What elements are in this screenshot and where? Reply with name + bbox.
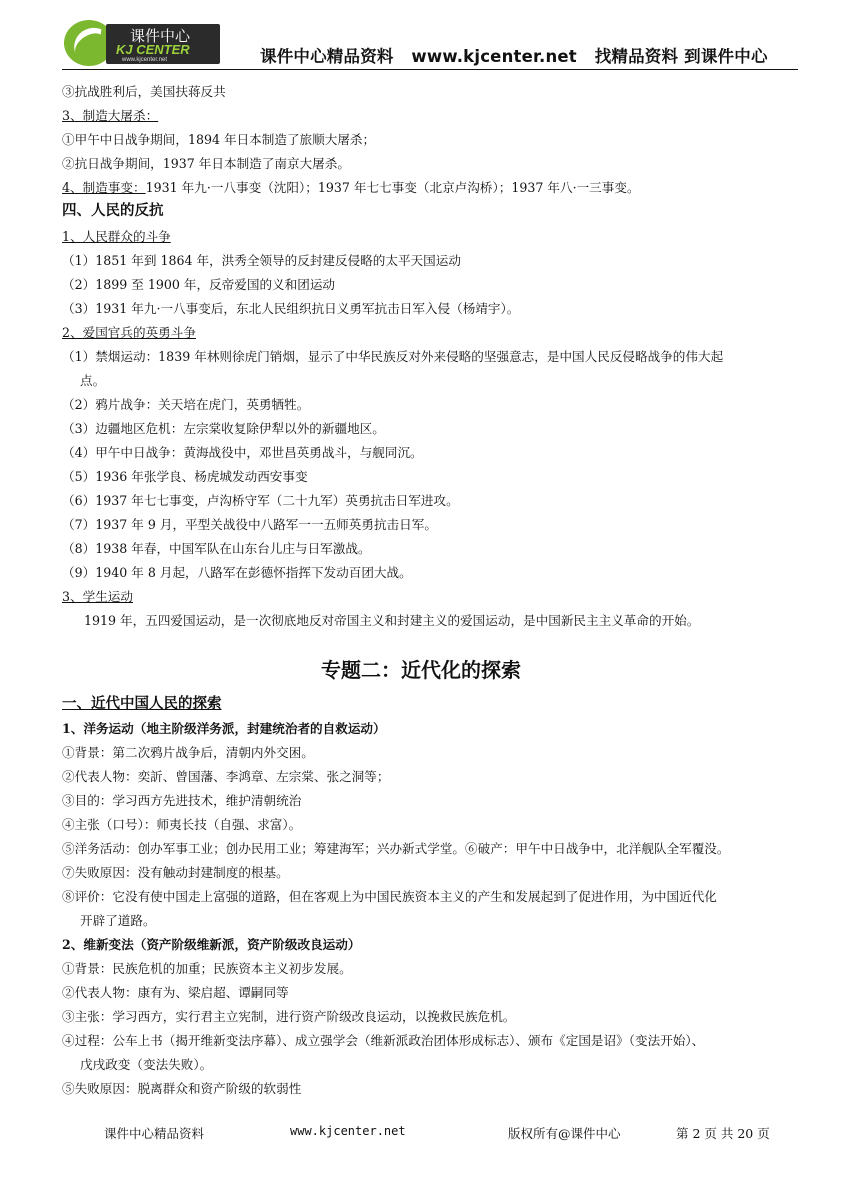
subheading: 1、人民群众的斗争 <box>62 229 171 244</box>
text-line: 点。 <box>80 373 106 388</box>
section-heading: 四、人民的反抗 <box>62 203 164 219</box>
text-line: （1）禁烟运动：1839 年林则徐虎门销烟，显示了中华民族反对外来侵略的坚强意志，是中国人民反侵略战争的伟大起 <box>62 349 724 364</box>
text-line: ⑧评价：它没有使中国走上富强的道路，但在客观上为中国民族资本主义的产生和发展起到了促进作用，为中国近代化 <box>62 889 717 904</box>
text-line: ②代表人物：奕訢、曾国藩、李鸿章、左宗棠、张之洞等； <box>62 769 390 784</box>
text-line: （2）1899 至 1900 年，反帝爱国的义和团运动 <box>62 277 336 292</box>
text-line: ④过程：公车上书（揭开维新变法序幕）、成立强学会（维新派政治团体形成标志）、颁布《定国是诏》（变法开始）、 <box>62 1033 705 1048</box>
footer-copyright: 版权所有@课件中心 <box>508 1126 621 1141</box>
subheading: 3、学生运动 <box>62 589 133 604</box>
text-line: （8）1938 年春，中国军队在山东台儿庄与日军激战。 <box>62 541 371 556</box>
header-rule <box>62 69 798 70</box>
page-footer <box>0 1124 860 1140</box>
logo-url-text: www.kjcenter.net <box>122 57 168 63</box>
kjcenter-logo <box>62 18 222 70</box>
text-line: 开辟了道路。 <box>80 913 156 928</box>
text-line: ③主张：学习西方，实行君主立宪制，进行资产阶级改良运动，以挽救民族危机。 <box>62 1009 516 1024</box>
text-line: ⑤洋务活动：创办军事工业；创办民用工业；筹建海军；兴办新式学堂。⑥破产：甲午中日战争中，北洋舰队全军覆没。 <box>62 841 730 856</box>
subheading: 4、制造事变： <box>62 180 146 195</box>
text-line: ②代表人物：康有为、梁启超、谭嗣同等 <box>62 985 289 1000</box>
text-line: 1919 年，五四爱国运动，是一次彻底地反对帝国主义和封建主义的爱国运动，是中国新民主主义革命的开始。 <box>84 613 700 628</box>
text-line: （7）1937 年 9 月，平型关战役中八路军一一五师英勇抗击日军。 <box>62 517 437 532</box>
text-line: （5）1936 年张学良、杨虎城发动西安事变 <box>62 469 308 484</box>
text-line: ④主张（口号）：师夷长技（自强、求富）。 <box>62 817 302 832</box>
text-line <box>62 180 640 196</box>
text-line: ③抗战胜利后，美国扶蒋反共 <box>62 84 226 99</box>
subheading: 1、洋务运动（地主阶级洋务派，封建统治者的自救运动） <box>62 721 386 736</box>
subheading: 2、维新变法（资产阶级维新派，资产阶级改良运动） <box>62 937 361 952</box>
text-line: ⑤失败原因：脱离群众和资产阶级的软弱性 <box>62 1081 302 1096</box>
text-line: （3）边疆地区危机：左宗棠收复除伊犁以外的新疆地区。 <box>62 421 385 436</box>
text-line: （6）1937 年七七事变，卢沟桥守军（二十九军）英勇抗击日军进攻。 <box>62 493 459 508</box>
text-line: ⑦失败原因：没有触动封建制度的根基。 <box>62 865 289 880</box>
text-line: （3）1931 年九·一八事变后，东北人民组织抗日义勇军抗击日军入侵（杨靖宇）。 <box>62 301 520 316</box>
footer-url: www.kjcenter.net <box>290 1124 406 1138</box>
text-line: ①甲午中日战争期间，1894 年日本制造了旅顺大屠杀； <box>62 132 376 147</box>
chapter-title: 专题二：近代化的探索 <box>321 658 521 682</box>
text-line: （1）1851 年到 1864 年，洪秀全领导的反封建反侵略的太平天国运动 <box>62 253 461 268</box>
text-line: 戊戌政变（变法失败）。 <box>80 1057 213 1072</box>
text-line: （9）1940 年 8 月起，八路军在彭德怀指挥下发动百团大战。 <box>62 565 412 580</box>
subheading: 2、爱国官兵的英勇斗争 <box>62 325 196 340</box>
text-line: ②抗日战争期间，1937 年日本制造了南京大屠杀。 <box>62 156 350 171</box>
logo-cn-text: 课件中心 <box>130 27 191 45</box>
text-line: ①背景：第二次鸦片战争后，清朝内外交困。 <box>62 745 314 760</box>
subheading: 3、制造大屠杀： <box>62 108 159 123</box>
section-heading: 一、近代中国人民的探索 <box>62 696 222 712</box>
text-inline: 1931 年九·一八事变（沈阳）；1937 年七七事变（北京卢沟桥）；1937 年八·一三事变。 <box>145 180 640 195</box>
logo-en-text: KJ CENTER <box>116 42 190 57</box>
text-line: ①背景：民族危机的加重；民族资本主义初步发展。 <box>62 961 352 976</box>
footer-label: 课件中心精品资料 <box>104 1126 205 1141</box>
text-line: ③目的：学习西方先进技术，维护清朝统治 <box>62 793 302 808</box>
header-tagline: 课件中心精品资料 www.kjcenter.net 找精品资料 到课件中心 <box>260 47 768 66</box>
page-header <box>62 18 798 74</box>
text-line: （2）鸦片战争：关天培在虎门，英勇牺牲。 <box>62 397 310 412</box>
text-line: （4）甲午中日战争：黄海战役中，邓世昌英勇战斗，与舰同沉。 <box>62 445 423 460</box>
page-number: 第 2 页 共 20 页 <box>676 1126 770 1141</box>
